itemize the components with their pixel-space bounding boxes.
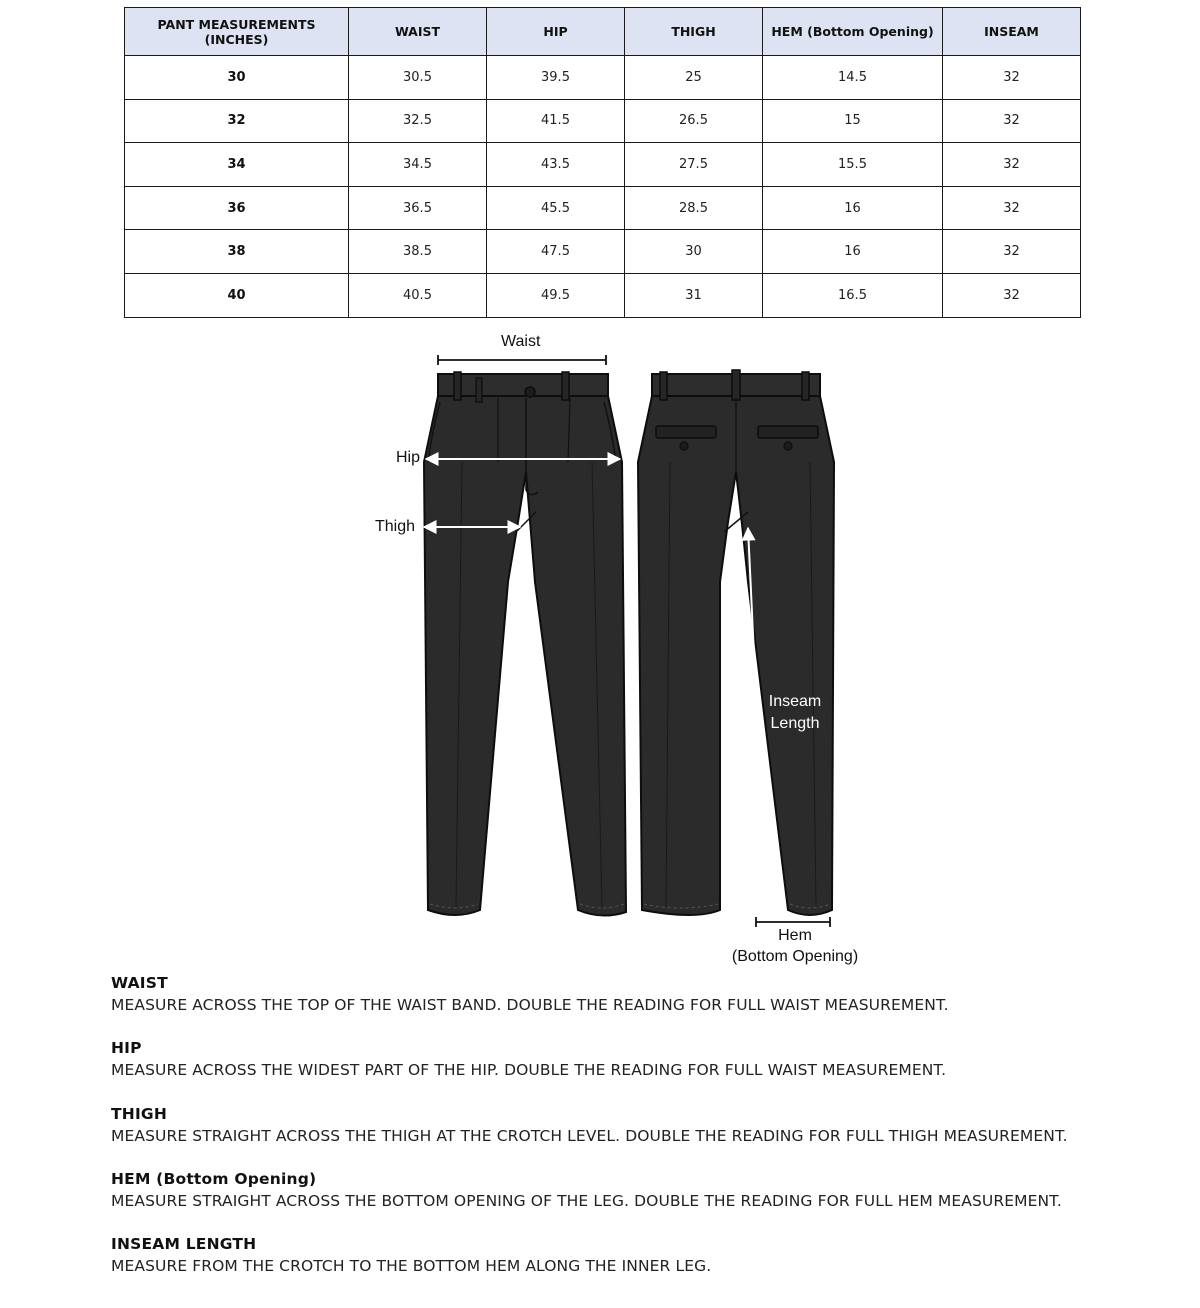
hem-label-line1: Hem [778, 927, 812, 944]
instruction-heading: HEM (Bottom Opening) [111, 1169, 317, 1188]
instruction-heading: INSEAM LENGTH [111, 1235, 257, 1254]
thigh-cell: 26.5 [625, 99, 763, 143]
measurement-instructions [111, 972, 1171, 1298]
hem-label [715, 927, 875, 966]
inseam-cell: 32 [943, 143, 1081, 187]
hip-cell: 49.5 [487, 273, 625, 317]
instruction-text: MEASURE FROM THE CROTCH TO THE BOTTOM HEM ALONG THE INNER LEG. [111, 1257, 712, 1276]
waist-measure-line [438, 355, 606, 365]
size-cell: 32 [125, 99, 349, 143]
hip-cell: 39.5 [487, 56, 625, 100]
inseam-label [760, 693, 830, 733]
hem-cell: 16 [763, 230, 943, 274]
inseam-cell: 32 [943, 99, 1081, 143]
table-row [125, 273, 1081, 317]
waist-cell: 30.5 [349, 56, 487, 100]
inseam-cell: 32 [943, 273, 1081, 317]
inseam-label-line2: Length [770, 715, 820, 732]
hem-cell: 14.5 [763, 56, 943, 100]
table-row [125, 230, 1081, 274]
instruction-hip [111, 1037, 1171, 1102]
hem-cell: 15.5 [763, 143, 943, 187]
pants-illustration [370, 322, 870, 972]
size-cell: 30 [125, 56, 349, 100]
inseam-cell: 32 [943, 56, 1081, 100]
waist-cell: 34.5 [349, 143, 487, 187]
header-hip: HIP [487, 8, 625, 56]
table-row [125, 99, 1081, 143]
waist-cell: 38.5 [349, 230, 487, 274]
hem-label-line2: (Bottom Opening) [731, 948, 859, 965]
header-inseam: INSEAM [943, 8, 1081, 56]
hip-label: Hip [396, 449, 421, 466]
table-header-row [125, 8, 1081, 56]
thigh-cell: 25 [625, 56, 763, 100]
hip-cell: 43.5 [487, 143, 625, 187]
instruction-heading: HIP [111, 1039, 142, 1058]
instruction-text: MEASURE ACROSS THE TOP OF THE WAIST BAND. DOUBLE THE READING FOR FULL WAIST MEASUREMENT. [111, 996, 949, 1014]
header-hem: HEM (Bottom Opening) [763, 8, 943, 56]
waist-cell: 32.5 [349, 99, 487, 143]
table-row [125, 186, 1081, 230]
thigh-cell: 28.5 [625, 186, 763, 230]
pants-back-view [638, 370, 834, 915]
hip-cell: 47.5 [487, 230, 625, 274]
instruction-waist [111, 972, 1171, 1037]
size-cell: 40 [125, 273, 349, 317]
thigh-cell: 30 [625, 230, 763, 274]
instruction-heading: THIGH [111, 1104, 168, 1123]
instruction-thigh [111, 1103, 1171, 1168]
inseam-cell: 32 [943, 186, 1081, 230]
waist-cell: 40.5 [349, 273, 487, 317]
instruction-heading: WAIST [111, 974, 168, 992]
instruction-text: MEASURE ACROSS THE WIDEST PART OF THE HIP. DOUBLE THE READING FOR FULL WAIST MEASUREMENT. [111, 1061, 947, 1080]
header-thigh: THIGH [625, 8, 763, 56]
waist-cell: 36.5 [349, 186, 487, 230]
pants-measurement-diagram [370, 322, 870, 972]
instruction-text: MEASURE STRAIGHT ACROSS THE THIGH AT THE CROTCH LEVEL. DOUBLE THE READING FOR FULL THIGH MEASUREMENT. [111, 1126, 1068, 1145]
hem-measure-line [756, 917, 830, 927]
thigh-cell: 27.5 [625, 143, 763, 187]
size-cell: 38 [125, 230, 349, 274]
hip-cell: 45.5 [487, 186, 625, 230]
inseam-cell: 32 [943, 230, 1081, 274]
instruction-inseam [111, 1233, 1171, 1298]
header-waist: WAIST [349, 8, 487, 56]
hem-cell: 16 [763, 186, 943, 230]
waist-label: Waist [501, 333, 541, 350]
header-size: PANT MEASUREMENTS (INCHES) [125, 8, 349, 56]
thigh-cell: 31 [625, 273, 763, 317]
thigh-label: Thigh [375, 518, 416, 535]
table-row [125, 56, 1081, 100]
hem-cell: 15 [763, 99, 943, 143]
size-cell: 34 [125, 143, 349, 187]
size-chart-table [124, 7, 1081, 318]
table-row [125, 143, 1081, 187]
hip-cell: 41.5 [487, 99, 625, 143]
size-cell: 36 [125, 186, 349, 230]
hem-cell: 16.5 [763, 273, 943, 317]
instruction-hem [111, 1168, 1171, 1233]
pants-front-view [424, 372, 626, 916]
instruction-text: MEASURE STRAIGHT ACROSS THE BOTTOM OPENING OF THE LEG. DOUBLE THE READING FOR FULL HEM MEASUREMENT. [111, 1191, 1062, 1210]
inseam-label-line1: Inseam [768, 693, 822, 710]
